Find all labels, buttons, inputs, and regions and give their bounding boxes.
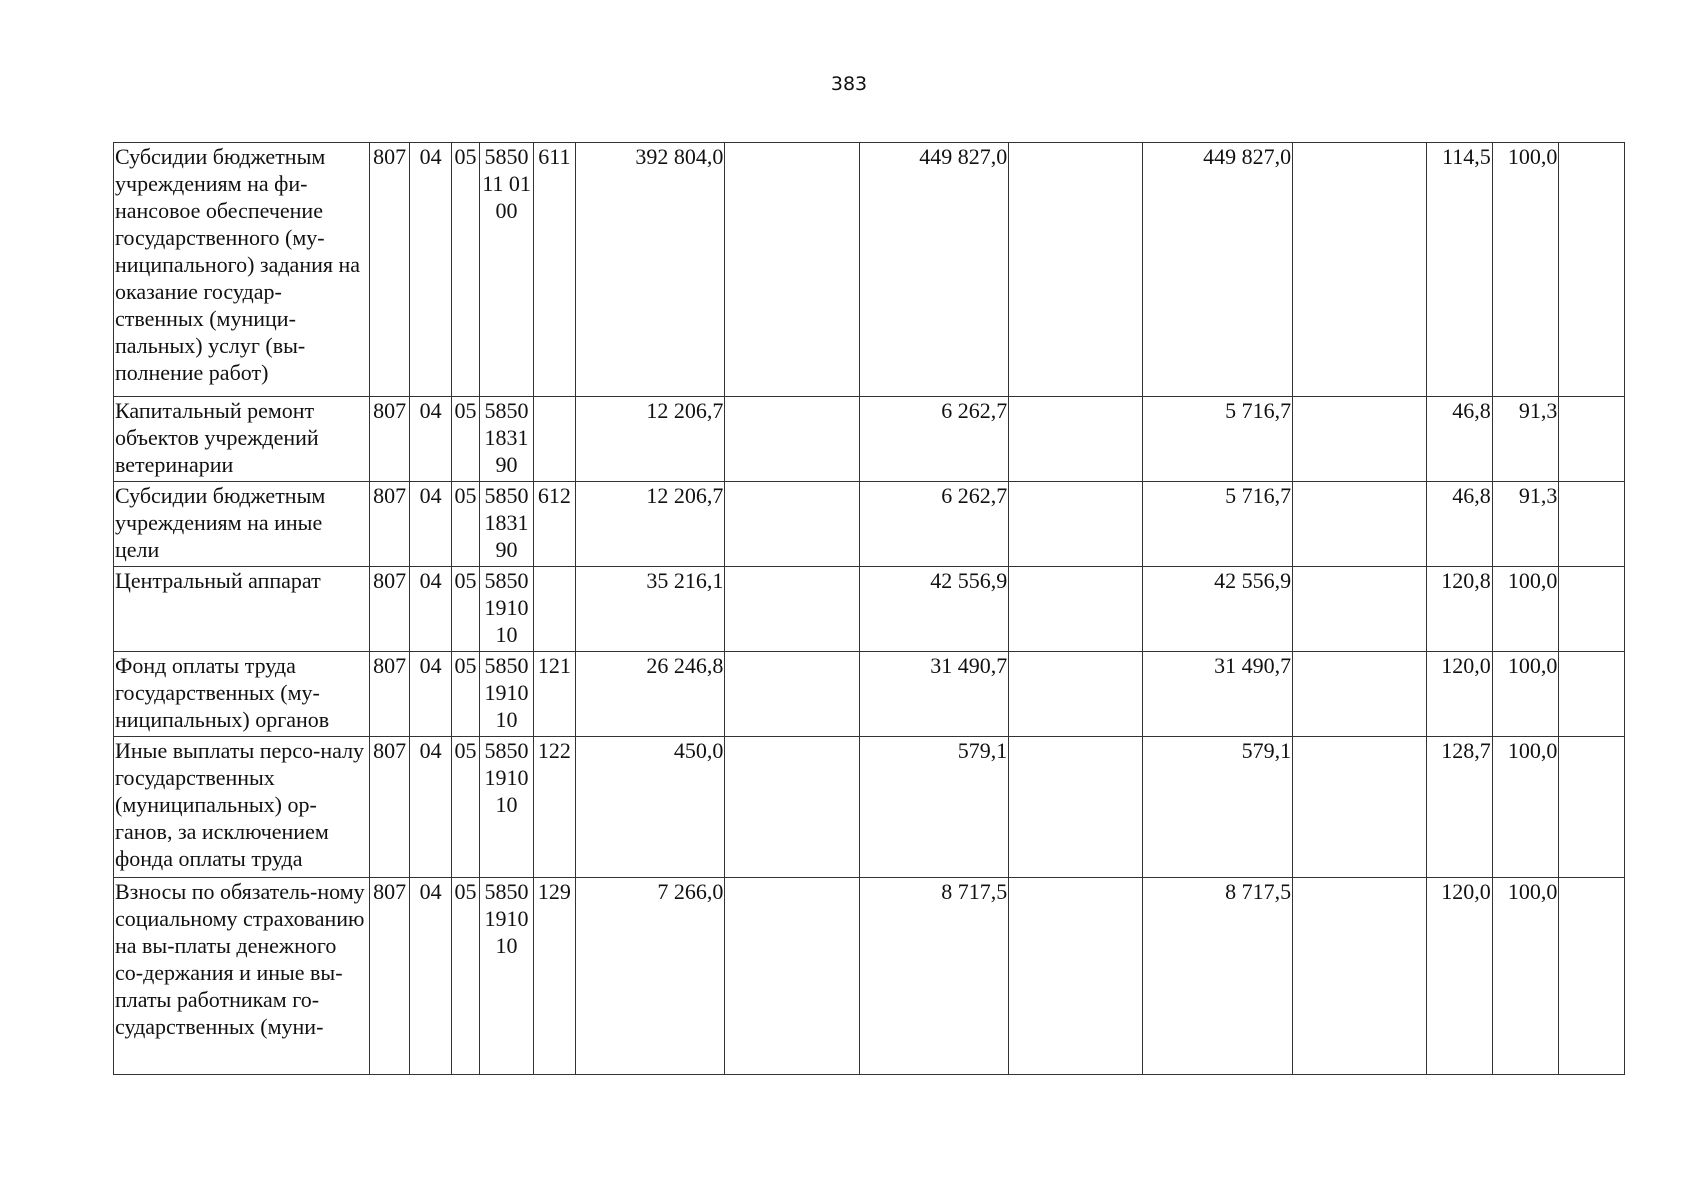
spacer-c bbox=[1293, 652, 1427, 737]
spacer-b bbox=[1009, 143, 1143, 397]
value-2024-plan: 6 262,7 bbox=[859, 482, 1009, 567]
expense-type-code bbox=[534, 567, 576, 652]
value-2024-fact: 31 490,7 bbox=[1143, 652, 1293, 737]
table-row bbox=[114, 482, 1625, 567]
table-row bbox=[114, 878, 1625, 1075]
section-code: 04 bbox=[410, 737, 452, 878]
value-2023: 450,0 bbox=[575, 737, 725, 878]
value-2023: 7 266,0 bbox=[575, 878, 725, 1075]
row-name: Капитальный ремонт объектов учреждений ветеринарии bbox=[114, 397, 370, 482]
spacer-c bbox=[1293, 737, 1427, 878]
value-2024-plan: 42 556,9 bbox=[859, 567, 1009, 652]
value-2023: 26 246,8 bbox=[575, 652, 725, 737]
ministry-code: 807 bbox=[369, 878, 410, 1075]
spacer-d bbox=[1559, 878, 1625, 1075]
target-article-code: 5850191010 bbox=[480, 878, 534, 1075]
percent-to-plan: 100,0 bbox=[1492, 143, 1559, 397]
expense-type-code: 121 bbox=[534, 652, 576, 737]
spacer-d bbox=[1559, 567, 1625, 652]
table-row bbox=[114, 652, 1625, 737]
table-row bbox=[114, 143, 1625, 397]
percent-to-plan: 100,0 bbox=[1492, 652, 1559, 737]
row-name: Взносы по обязатель-ному социальному страхованию на вы-платы денежного со-держания и иные вы-платы работникам го-сударственных (муни- bbox=[114, 878, 370, 1075]
spacer-a bbox=[725, 567, 859, 652]
spacer-c bbox=[1293, 397, 1427, 482]
percent-to-plan: 91,3 bbox=[1492, 482, 1559, 567]
section-code: 04 bbox=[410, 143, 452, 397]
section-code: 04 bbox=[410, 878, 452, 1075]
subsection-code: 05 bbox=[451, 143, 479, 397]
spacer-b bbox=[1009, 567, 1143, 652]
target-article-code: 5850191010 bbox=[480, 652, 534, 737]
spacer-d bbox=[1559, 397, 1625, 482]
value-2023: 35 216,1 bbox=[575, 567, 725, 652]
row-name: Фонд оплаты труда государственных (му-ниципальных) органов bbox=[114, 652, 370, 737]
percent-to-plan: 100,0 bbox=[1492, 878, 1559, 1075]
value-2024-fact: 42 556,9 bbox=[1143, 567, 1293, 652]
percent-to-2023: 46,8 bbox=[1427, 482, 1493, 567]
spacer-a bbox=[725, 143, 859, 397]
spacer-d bbox=[1559, 143, 1625, 397]
value-2024-plan: 31 490,7 bbox=[859, 652, 1009, 737]
target-article-code: 5850183190 bbox=[480, 397, 534, 482]
expense-type-code: 611 bbox=[534, 143, 576, 397]
section-code: 04 bbox=[410, 397, 452, 482]
ministry-code: 807 bbox=[369, 737, 410, 878]
value-2024-plan: 6 262,7 bbox=[859, 397, 1009, 482]
spacer-d bbox=[1559, 737, 1625, 878]
subsection-code: 05 bbox=[451, 482, 479, 567]
subsection-code: 05 bbox=[451, 567, 479, 652]
value-2023: 12 206,7 bbox=[575, 397, 725, 482]
ministry-code: 807 bbox=[369, 397, 410, 482]
section-code: 04 bbox=[410, 482, 452, 567]
table-row bbox=[114, 737, 1625, 878]
percent-to-2023: 128,7 bbox=[1427, 737, 1493, 878]
value-2024-fact: 5 716,7 bbox=[1143, 482, 1293, 567]
row-name: Субсидии бюджетным учреждениям на иные цели bbox=[114, 482, 370, 567]
page-number: 383 bbox=[830, 73, 868, 95]
row-name: Центральный аппарат bbox=[114, 567, 370, 652]
subsection-code: 05 bbox=[451, 737, 479, 878]
percent-to-2023: 46,8 bbox=[1427, 397, 1493, 482]
expense-type-code bbox=[534, 397, 576, 482]
spacer-b bbox=[1009, 652, 1143, 737]
value-2024-plan: 579,1 bbox=[859, 737, 1009, 878]
spacer-b bbox=[1009, 397, 1143, 482]
subsection-code: 05 bbox=[451, 397, 479, 482]
spacer-c bbox=[1293, 567, 1427, 652]
budget-table bbox=[113, 142, 1625, 1075]
percent-to-2023: 120,0 bbox=[1427, 878, 1493, 1075]
spacer-c bbox=[1293, 143, 1427, 397]
spacer-a bbox=[725, 652, 859, 737]
table-row bbox=[114, 567, 1625, 652]
spacer-b bbox=[1009, 737, 1143, 878]
spacer-d bbox=[1559, 482, 1625, 567]
target-article-code: 5850183190 bbox=[480, 482, 534, 567]
row-name: Субсидии бюджетным учреждениям на фи-нансовое обеспечение государственного (му-ниципального) задания на оказание государ-ственных (муници-пальных) услуг (вы-полнение работ) bbox=[114, 143, 370, 397]
spacer-b bbox=[1009, 482, 1143, 567]
value-2024-fact: 449 827,0 bbox=[1143, 143, 1293, 397]
percent-to-2023: 114,5 bbox=[1427, 143, 1493, 397]
value-2023: 392 804,0 bbox=[575, 143, 725, 397]
value-2023: 12 206,7 bbox=[575, 482, 725, 567]
percent-to-2023: 120,0 bbox=[1427, 652, 1493, 737]
spacer-a bbox=[725, 397, 859, 482]
row-name: Иные выплаты персо-налу государственных (муниципальных) ор-ганов, за исключением фонда оплаты труда bbox=[114, 737, 370, 878]
target-article-code: 5850191010 bbox=[480, 567, 534, 652]
value-2024-plan: 449 827,0 bbox=[859, 143, 1009, 397]
value-2024-fact: 5 716,7 bbox=[1143, 397, 1293, 482]
percent-to-plan: 100,0 bbox=[1492, 567, 1559, 652]
spacer-d bbox=[1559, 652, 1625, 737]
target-article-code: 585011 0100 bbox=[480, 143, 534, 397]
spacer-c bbox=[1293, 482, 1427, 567]
spacer-a bbox=[725, 737, 859, 878]
value-2024-plan: 8 717,5 bbox=[859, 878, 1009, 1075]
percent-to-2023: 120,8 bbox=[1427, 567, 1493, 652]
value-2024-fact: 8 717,5 bbox=[1143, 878, 1293, 1075]
percent-to-plan: 100,0 bbox=[1492, 737, 1559, 878]
ministry-code: 807 bbox=[369, 482, 410, 567]
table-row bbox=[114, 397, 1625, 482]
value-2024-fact: 579,1 bbox=[1143, 737, 1293, 878]
ministry-code: 807 bbox=[369, 567, 410, 652]
expense-type-code: 122 bbox=[534, 737, 576, 878]
ministry-code: 807 bbox=[369, 652, 410, 737]
percent-to-plan: 91,3 bbox=[1492, 397, 1559, 482]
spacer-b bbox=[1009, 878, 1143, 1075]
spacer-a bbox=[725, 482, 859, 567]
ministry-code: 807 bbox=[369, 143, 410, 397]
subsection-code: 05 bbox=[451, 878, 479, 1075]
target-article-code: 5850191010 bbox=[480, 737, 534, 878]
expense-type-code: 612 bbox=[534, 482, 576, 567]
expense-type-code: 129 bbox=[534, 878, 576, 1075]
spacer-a bbox=[725, 878, 859, 1075]
spacer-c bbox=[1293, 878, 1427, 1075]
section-code: 04 bbox=[410, 567, 452, 652]
section-code: 04 bbox=[410, 652, 452, 737]
subsection-code: 05 bbox=[451, 652, 479, 737]
